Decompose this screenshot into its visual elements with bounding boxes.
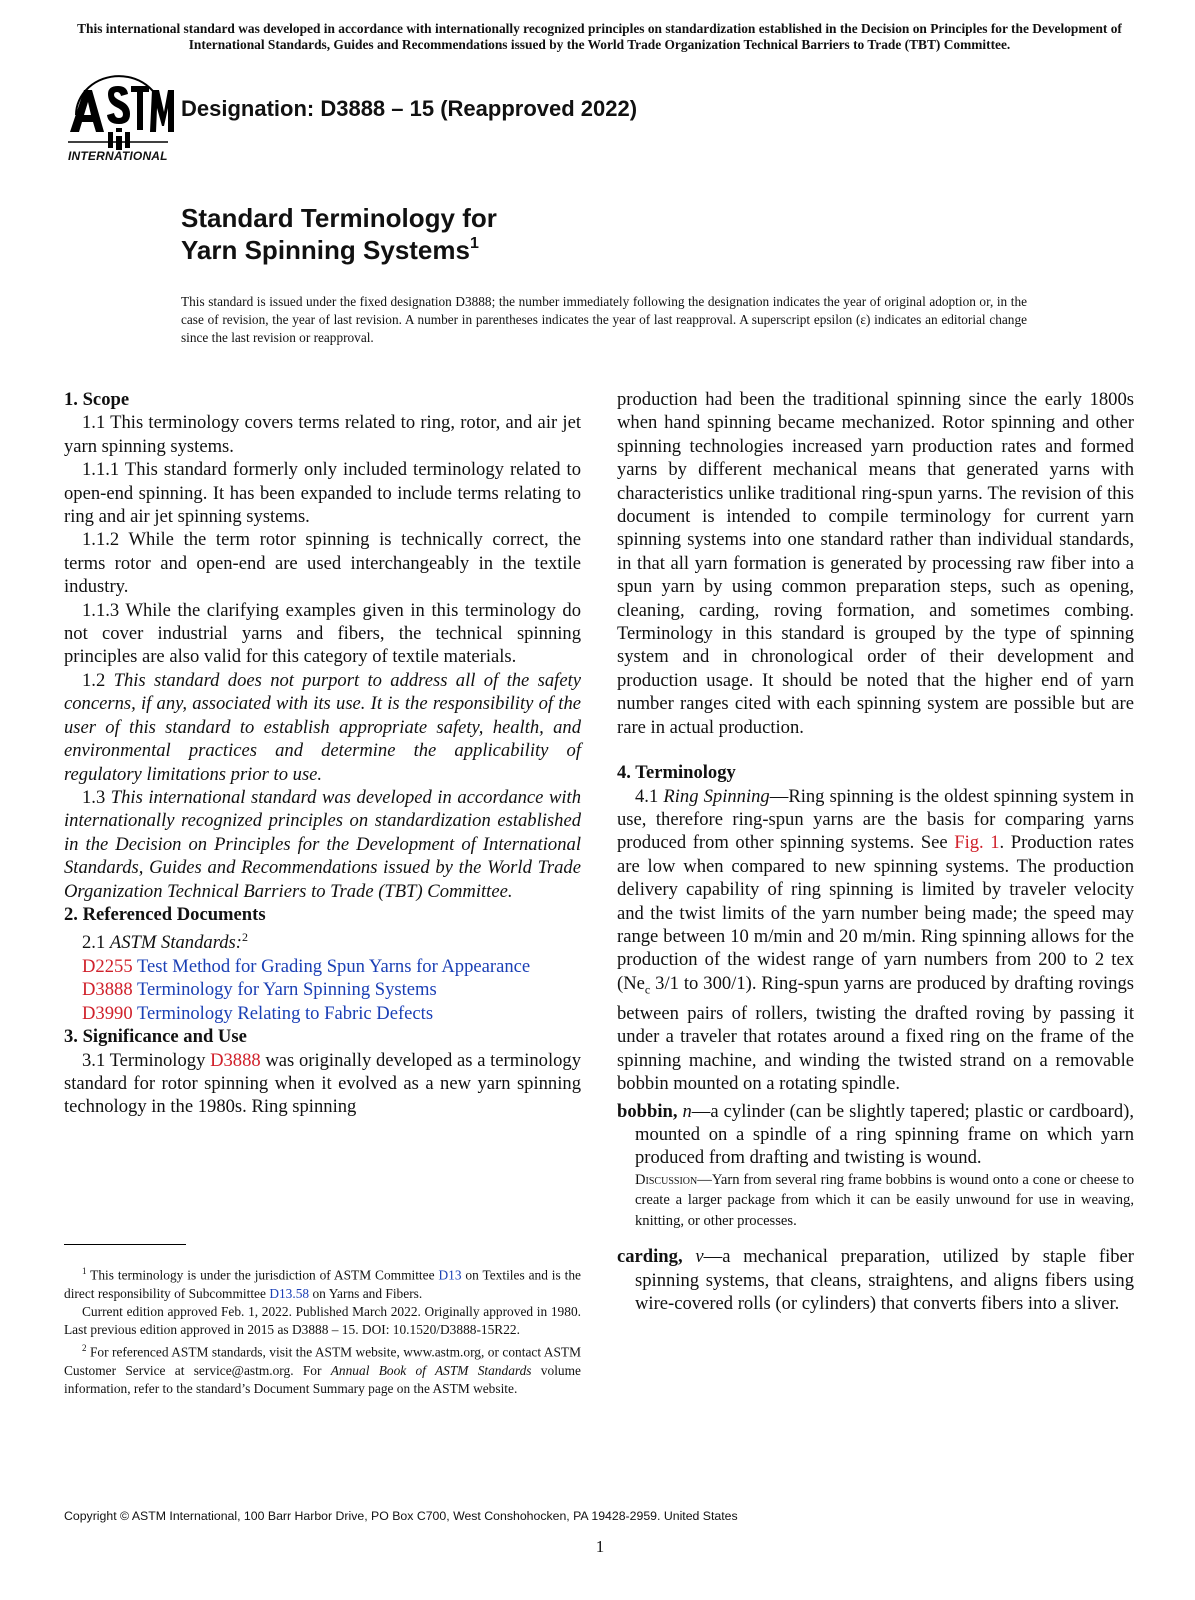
document-title xyxy=(181,202,497,266)
para-1-3: 1.3 This international standard was developed in accordance with internationally recognized principles on standardization established in the Decision on Principles for the Development of International Standards, Guides and Recommendations issued by the World Trade Organization Technical Barriers to Trade (TBT) Committee. xyxy=(64,786,581,902)
link-d13[interactable]: D13 xyxy=(438,1267,462,1283)
issuance-note: This standard is issued under the fixed designation D3888; the number immediately following the designation indicates the year of original adoption or, in the case of revision, the year of last revision. A number in parentheses indicates the year of last reapproval. A superscript epsilon (ε) indicates an editorial change since the last revision or reapproval. xyxy=(181,294,1027,345)
footnotes xyxy=(64,1262,581,1398)
para-1-1-1: 1.1.1 This standard formerly only included terminology related to open-end spinning. It has been expanded to include terms relating to ring and air jet spinning systems. xyxy=(64,459,581,528)
para-1-1-3: 1.1.3 While the clarifying examples given in this terminology do not cover industrial yarns and fibers, the technical spinning principles are also valid for this category of textile materials. xyxy=(64,599,581,668)
para-1-1-2: 1.1.2 While the term rotor spinning is technically correct, the terms rotor and open-end are used interchangeably in the textile industry. xyxy=(64,529,581,598)
ref-d2255[interactable]: D2255 Test Method for Grading Spun Yarns for Appearance xyxy=(82,955,531,977)
logo-wordmark: INTERNATIONAL xyxy=(68,149,168,163)
footnote-1-edition: Current edition approved Feb. 1, 2022. Published March 2022. Originally approved in 1980. Last previous edition approved in 2015 as D3888 – 15. DOI: 10.1520/D3888-15R22. xyxy=(64,1303,581,1338)
title-footnote-ref[interactable]: 1 xyxy=(469,235,479,252)
footnote-divider xyxy=(64,1244,186,1245)
para-1-2: 1.2 This standard does not purport to address all of the safety concerns, if any, associated with its use. It is the responsibility of the user of this standard to establish appropriate safety, health, and environmental practices and determine the applicability of regulatory limitations prior to use. xyxy=(64,669,581,785)
para-4-1: 4.1 Ring Spinning—Ring spinning is the oldest spinning system in use, therefore ring-spun yarns are the basis for comparing yarns produced from other spinning systems. See Fig. 1. Production rates are low when compared to new spinning systems. The production delivery capability of ring spinning is limited by traveler velocity and the twist limits of the yarn number being made; the speed may range between 10 m/min and 20 m/min. Ring spinning allows for the production of the widest range of yarn numbers from 200 to 2 tex ($Ne_c$ 3/1 to 300/1). Ring-spun yarns are produced by drafting rovings between pairs of rollers, twisting the drafted roving by passing it under a traveler that rotates around a fixed ring on the frame of the spinning machine, and winding the twisted strand on a removable bobbin mounted on a rotating spindle. xyxy=(617,785,1134,1095)
title-line-2: Yarn Spinning Systems xyxy=(181,235,470,265)
title-line-1: Standard Terminology for xyxy=(181,203,497,233)
page-number: 1 xyxy=(595,1537,605,1556)
para-3-1-continued: production had been the traditional spinning since the early 1800s when hand spinning became mechanized. Rotor spinning and other spinning technologies increased yarn production rates and formed yarns by different mechanical means that generated yarns with characteristics unlike traditional ring-spun yarns. The revision of this document is intended to compile terminology for current yarn spinning systems into one standard rather than individual standards, in that all yarn formation is generated by processing raw fiber into a spun yarn by using common preparation steps, such as opening, cleaning, carding, roving formation, and sometimes combing. Terminology in this standard is grouped by the type of spinning system and in chronological order of their development and production usage. It should be noted that the higher end of yarn number ranges cited with each spinning system are possible but are rare in actual production. xyxy=(617,389,1134,738)
ref-d3990[interactable]: D3990 Terminology Relating to Fabric Defects xyxy=(82,1002,434,1024)
section-4-heading: 4. Terminology xyxy=(617,762,736,784)
left-column xyxy=(64,388,581,1119)
link-d3888[interactable]: D3888 xyxy=(210,1049,261,1071)
para-3-1: 3.1 Terminology D3888 was originally developed as a terminology standard for rotor spinning when it evolved as a new yarn spinning technology in the 1980s. Ring spinning xyxy=(64,1049,582,1118)
para-1-1: 1.1 This terminology covers terms related to ring, rotor, and air jet yarn spinning systems. xyxy=(64,412,581,457)
section-3-heading: 3. Significance and Use xyxy=(64,1026,247,1048)
ref-d3888[interactable]: D3888 Terminology for Yarn Spinning Systems xyxy=(82,979,437,1001)
right-column xyxy=(617,388,1134,1315)
designation: Designation: D3888 – 15 (Reapproved 2022) xyxy=(181,96,638,121)
section-1-heading: 1. Scope xyxy=(64,389,130,410)
footnote-1: $^1$ This terminology is under the jurisdiction of ASTM Committee D13 on Textiles and is the direct responsibility of Subcommittee D13.58 on Yarns and Fibers. xyxy=(64,1266,581,1301)
term-bobbin: bobbin, n—a cylinder (can be slightly tapered; plastic or cardboard), mounted on a spindle of a ring spinning frame on which yarn produced from drafting and twisting is wound. xyxy=(617,1100,1135,1169)
footnote-2-ref[interactable]: 2 xyxy=(241,930,248,945)
wto-notice: This international standard was developed in accordance with internationally recognized principles on standardization established in the Decision on Principles for the Development of International Standards, Guides and Recommendations issued by the World Trade Organization Technical Barriers to Trade (TBT) Committee. xyxy=(77,21,1122,52)
link-d13-58[interactable]: D13.58 xyxy=(269,1285,310,1301)
term-carding: carding, v—a mechanical preparation, utilized by staple fiber spinning systems, that cleans, straightens, and aligns fibers using wire-covered rolls (or cylinders) that converts fibers into a sliver. xyxy=(617,1246,1135,1315)
para-2-1: 2.1 ASTM Standards:$^2$ xyxy=(82,930,248,954)
figure-1-link[interactable]: Fig. 1 xyxy=(954,832,1000,854)
footnote-2: $^2$ For referenced ASTM standards, visit the ASTM website, www.astm.org, or contact ASTM Customer Service at service@astm.org. For Annual Book of ASTM Standards volume information, refer to the standard’s Document Summary page on the ASTM website. xyxy=(64,1343,581,1397)
section-2-heading: 2. Referenced Documents xyxy=(64,903,266,925)
discussion-bobbin: Discussion—Yarn from several ring frame bobbins is wound onto a cone or cheese to create a larger package from which it can be easily unwound for use in weaving, knitting, or other processes. xyxy=(635,1171,1134,1229)
copyright-line: Copyright © ASTM International, 100 Barr Harbor Drive, PO Box C700, West Conshohocken, PA 19428-2959. United States xyxy=(64,1509,738,1523)
